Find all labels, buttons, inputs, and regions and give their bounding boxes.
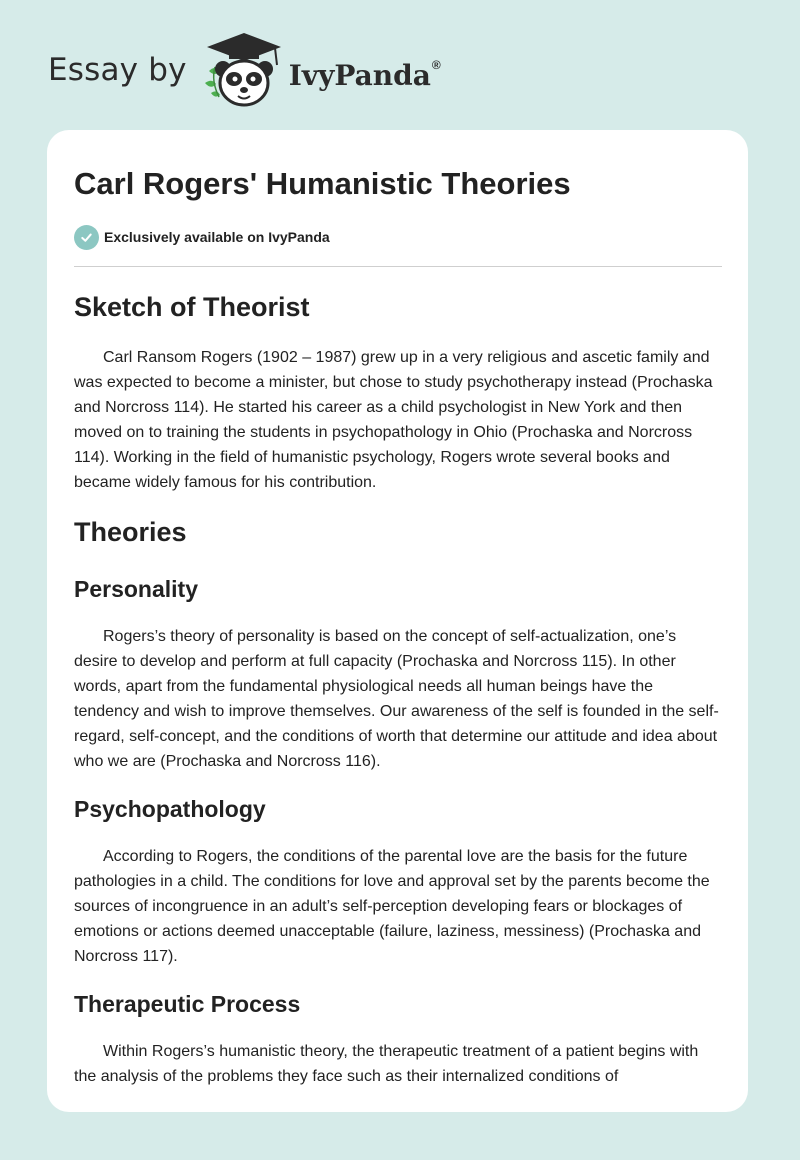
heading-theories: Theories <box>74 517 187 547</box>
heading-psychopathology: Psychopathology <box>74 796 266 822</box>
paragraph-psychopathology: According to Rogers, the conditions of the parental love are the basis for the future pathologies in a child. The conditions for love and approval set by the parents become the sources of incongruence in an adult’s self-perception developing fears or blockages of emotions or actions deemed unacceptable (failure, laziness, messiness) (Prochaska and Norcross 117). <box>74 848 710 965</box>
panda-logo-icon <box>201 31 287 111</box>
heading-personality: Personality <box>74 576 198 602</box>
exclusive-label: Exclusively available on IvyPanda <box>104 229 330 245</box>
paragraph-personality: Rogers’s theory of personality is based on the concept of self-actualization, one’s desire to develop and perform at full capacity (Prochaska and Norcross 115). In other words, apart from the fundamental physiological needs all human beings have the tendency and wish to improve themselves. Our awareness of the self is founded in the self-regard, self-concept, and the conditions of worth that determine our attitude and idea about who we are (Prochaska and Norcross 116). <box>74 628 719 770</box>
check-icon <box>74 225 99 250</box>
site-brand[interactable] <box>48 34 441 114</box>
essay-title: Carl Rogers' Humanistic Theories <box>74 166 571 201</box>
brand-name: IvyPanda® <box>288 58 441 92</box>
heading-sketch: Sketch of Theorist <box>74 292 310 322</box>
heading-therapeutic: Therapeutic Process <box>74 991 301 1017</box>
brand-prefix: Essay by <box>48 52 187 88</box>
essay-card <box>47 130 748 1112</box>
title-divider <box>74 266 722 267</box>
paragraph-sketch: Carl Ransom Rogers (1902 – 1987) grew up in a very religious and ascetic family and was expected to become a minister, but chose to study psychotherapy instead (Prochaska and Norcross 114). He started his career as a child psychologist in New York and then moved on to training the students in psychopathology in Ohio (Prochaska and Norcross 114). Working in the field of humanistic psychology, Rogers wrote several books and became widely famous for his contribution. <box>74 349 713 491</box>
exclusive-badge <box>74 224 722 250</box>
paragraph-therapeutic: Within Rogers’s humanistic theory, the therapeutic treatment of a patient begins with the analysis of the problems they face such as their internalized conditions of <box>74 1043 699 1085</box>
